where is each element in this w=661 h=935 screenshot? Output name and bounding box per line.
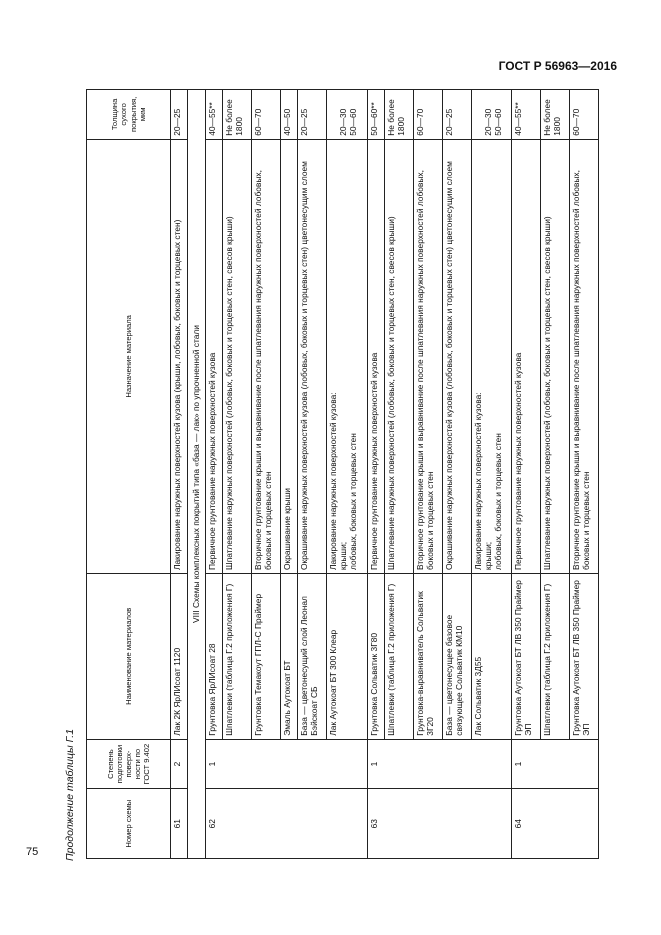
cell-purpose: Шпатлевание наружных поверхностей (лобовых, боковых и торцевых стен, свесов крыши)	[223, 139, 252, 573]
cell-purpose: Окрашивание крыши	[280, 139, 297, 573]
cell-thickness: 60—70	[413, 90, 442, 140]
thickness-line: 20—30	[482, 108, 493, 136]
cell-thickness	[327, 90, 367, 140]
cell-material: Грунтовка Темакоут ГПЛ-С Праймер	[251, 573, 280, 739]
cell-purpose: Первичное грунтование наружных поверхностей кузова	[367, 139, 384, 573]
cell-purpose: Шпатлевание наружных поверхностей (лобовых, боковых и торцевых стен, свесов крыши)	[384, 139, 413, 573]
cell-purpose: Окрашивание наружных поверхностей кузова (лобовых, боковых и торцевых стен) цветонесущим слоем	[442, 139, 471, 573]
purpose-line: крыши;	[482, 541, 493, 570]
data-table	[86, 89, 599, 859]
cell-scheme: 62	[205, 789, 367, 859]
cell-thickness: 40—50	[280, 90, 297, 140]
cell-thickness: 20—25	[442, 90, 471, 140]
cell-material: База — цветонесущее базовое связующее Сольватик КМ10	[442, 573, 471, 739]
table-row	[367, 90, 384, 859]
cell-purpose	[471, 139, 511, 573]
cell-purpose: Вторичное грунтование крыши и выравнивание после шпатлевания наружных поверхностей лобовых, боковых и торцевых стен	[569, 139, 598, 573]
cell-thickness	[471, 90, 511, 140]
cell-degree: 1	[512, 739, 599, 789]
table-caption: Продолжение таблицы Г.1	[64, 728, 76, 861]
thickness-line: 50—60	[492, 108, 503, 136]
cell-degree: 2	[171, 739, 188, 789]
cell-thickness: Не более 1800	[384, 90, 413, 140]
cell-purpose: Вторичное грунтование крыши и выравнивание после шпатлевания наружных поверхностей лобовых, боковых и торцевых стен	[251, 139, 280, 573]
purpose-line: Лакирование наружных поверхностей кузова:	[328, 392, 339, 570]
cell-material: Лак Аутокоат БТ 300 Клеар	[327, 573, 367, 739]
section-title: VIII Схемы комплексных покрытий типа «база — лак» по упрочненной стали	[188, 90, 205, 859]
cell-material: Эмаль Аутокоат БТ	[280, 573, 297, 739]
cell-degree: 1	[367, 739, 512, 789]
cell-material: Шпатлевки (таблица Г.2 приложения Г)	[384, 573, 413, 739]
cell-scheme: 63	[367, 789, 512, 859]
table-rotated	[86, 89, 599, 859]
cell-thickness: 20—25	[298, 90, 327, 140]
table-row	[512, 90, 541, 859]
cell-thickness: 60—70	[251, 90, 280, 140]
thickness-line: 20—30	[338, 108, 349, 136]
purpose-line: лобовых, боковых и торцевых стен	[347, 433, 358, 570]
cell-scheme: 64	[512, 789, 599, 859]
cell-degree: 1	[205, 739, 367, 789]
cell-material: Лак Сольватик 3Д55	[471, 573, 511, 739]
header-degree: Степень подготовки поверх-ности по ГОСТ 9.402	[87, 739, 171, 789]
cell-thickness: 60—70	[569, 90, 598, 140]
header-material: Наименование материалов	[87, 573, 171, 739]
cell-material: Грунтовка ЯрЛИсоат 28	[205, 573, 222, 739]
cell-purpose: Шпатлевание наружных поверхностей (лобовых, боковых и торцевых стен, свесов крыши)	[541, 139, 570, 573]
table-header-row	[87, 90, 171, 859]
section-row	[188, 90, 205, 859]
header-thickness: Толщина сухого покрытия, мкм	[87, 90, 171, 140]
cell-material: Шпатлевки (таблица Г.2 приложения Г)	[541, 573, 570, 739]
cell-material: Лак 2К ЯрЛИсоат 1120	[171, 573, 188, 739]
cell-thickness: 40—55**	[512, 90, 541, 140]
cell-thickness: 50—60**	[367, 90, 384, 140]
cell-scheme: 61	[171, 789, 188, 859]
cell-purpose: Первичное грунтование наружных поверхностей кузова	[512, 139, 541, 573]
cell-thickness: 20—25	[171, 90, 188, 140]
header-purpose: Назначение материала	[87, 139, 171, 573]
cell-purpose: Первичное грунтование наружных поверхностей кузова	[205, 139, 222, 573]
cell-purpose: Вторичное грунтование крыши и выравнивание после шпатлевания наружных поверхностей лобовых, боковых и торцевых стен	[413, 139, 442, 573]
table-row	[205, 90, 222, 859]
cell-material: Грунтовка Аутокоат БТ ЛВ 350 Праймер ЭП	[512, 573, 541, 739]
cell-purpose: Лакирование наружных поверхностей кузова (крыши, лобовых, боковых и торцевых стен)	[171, 139, 188, 573]
standard-number: ГОСТ Р 56963—2016	[498, 59, 617, 73]
cell-thickness: Не более 1800	[541, 90, 570, 140]
cell-thickness: 40—55**	[205, 90, 222, 140]
table-row	[171, 90, 188, 859]
header-scheme: Номер схемы	[87, 789, 171, 859]
purpose-line: крыши;	[338, 541, 349, 570]
cell-thickness: Не более 1800	[223, 90, 252, 140]
cell-material: Шпатлевки (таблица Г.2 приложения Г)	[223, 573, 252, 739]
page-number: 75	[26, 846, 39, 858]
thickness-line: 50—60	[347, 108, 358, 136]
cell-material: База — цветонесущий слой Леонал Бэйскоат СБ	[298, 573, 327, 739]
cell-material: Грунтовка-выравниватель Сольватик 3Г20	[413, 573, 442, 739]
purpose-line: Лакирование наружных поверхностей кузова:	[472, 392, 483, 570]
cell-material: Грунтовка Сольватик 3Г80	[367, 573, 384, 739]
cell-purpose: Окрашивание наружных поверхностей кузова (лобовых, боковых и торцевых стен) цветонесущим слоем	[298, 139, 327, 573]
cell-purpose	[327, 139, 367, 573]
purpose-line: лобовых, боковых и торцевых стен	[492, 433, 503, 570]
cell-material: Грунтовка Аутокоат БТ ЛВ 350 Праймер ЭП	[569, 573, 598, 739]
